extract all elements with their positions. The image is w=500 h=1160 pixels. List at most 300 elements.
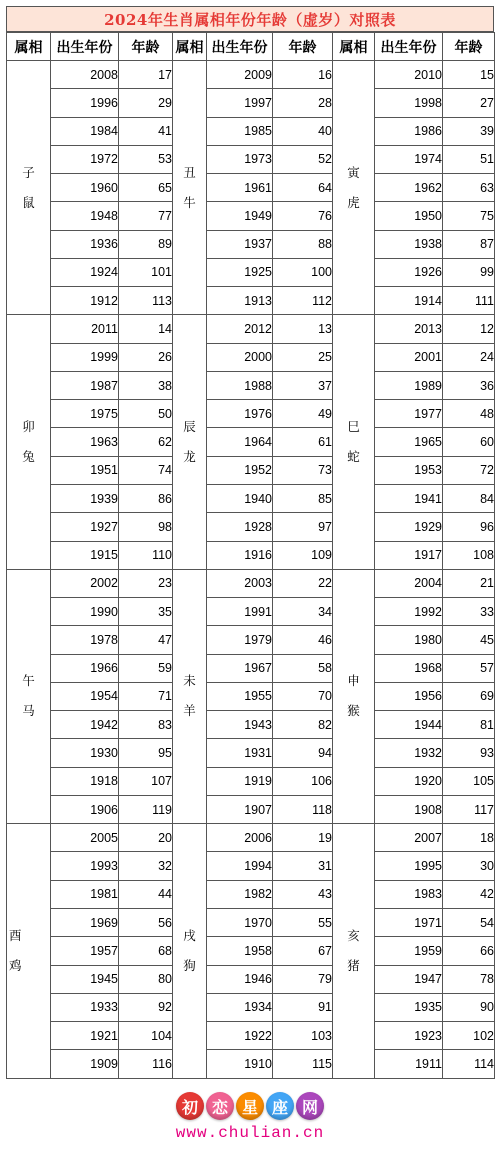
- birth-year-cell: 1921: [51, 1022, 119, 1050]
- age-cell: 35: [119, 598, 173, 626]
- birth-year-cell: 2008: [51, 61, 119, 89]
- age-cell: 116: [119, 1050, 173, 1078]
- age-cell: 24: [443, 343, 495, 371]
- age-cell: 83: [119, 711, 173, 739]
- birth-year-cell: 1988: [207, 371, 273, 399]
- table-row: [7, 569, 495, 597]
- age-cell: 41: [119, 117, 173, 145]
- age-cell: 57: [443, 654, 495, 682]
- birth-year-cell: 1966: [51, 654, 119, 682]
- age-cell: 51: [443, 145, 495, 173]
- age-cell: 79: [273, 965, 333, 993]
- birth-year-cell: 1971: [375, 908, 443, 936]
- header-zodiac: 属相: [333, 33, 375, 61]
- age-cell: 47: [119, 626, 173, 654]
- age-cell: 75: [443, 202, 495, 230]
- zodiac-char: 兔: [22, 450, 35, 465]
- birth-year-cell: 1965: [375, 428, 443, 456]
- birth-year-cell: 2001: [375, 343, 443, 371]
- age-cell: 42: [443, 880, 495, 908]
- zodiac-char: 酉: [9, 928, 22, 943]
- age-cell: 27: [443, 89, 495, 117]
- age-cell: 53: [119, 145, 173, 173]
- age-cell: 36: [443, 371, 495, 399]
- age-cell: 103: [273, 1022, 333, 1050]
- age-cell: 107: [119, 767, 173, 795]
- zodiac-char: 午: [22, 674, 35, 689]
- age-cell: 113: [119, 287, 173, 315]
- age-cell: 80: [119, 965, 173, 993]
- zodiac-char: 虎: [347, 195, 360, 210]
- table-row: [7, 343, 495, 371]
- age-cell: 68: [119, 937, 173, 965]
- table-body: [7, 61, 495, 1079]
- birth-year-cell: 1986: [375, 117, 443, 145]
- age-cell: 82: [273, 711, 333, 739]
- age-cell: 49: [273, 400, 333, 428]
- age-cell: 23: [119, 569, 173, 597]
- birth-year-cell: 1917: [375, 541, 443, 569]
- age-cell: 115: [273, 1050, 333, 1078]
- header-zodiac: 属相: [173, 33, 207, 61]
- zodiac-cell: [333, 315, 375, 569]
- table-row: [7, 174, 495, 202]
- birth-year-cell: 1922: [207, 1022, 273, 1050]
- birth-year-cell: 1977: [375, 400, 443, 428]
- table-title: 2024年生肖属相年份年龄（虚岁）对照表: [104, 10, 396, 29]
- zodiac-cell: [333, 824, 375, 1078]
- age-cell: 12: [443, 315, 495, 343]
- birth-year-cell: 1963: [51, 428, 119, 456]
- zodiac-char: 戌: [183, 928, 196, 943]
- table-row: [7, 89, 495, 117]
- table-row: [7, 230, 495, 258]
- birth-year-cell: 1961: [207, 174, 273, 202]
- age-cell: 81: [443, 711, 495, 739]
- age-cell: 108: [443, 541, 495, 569]
- age-cell: 14: [119, 315, 173, 343]
- zodiac-char: 猴: [347, 704, 360, 719]
- birth-year-cell: 2000: [207, 343, 273, 371]
- birth-year-cell: 1915: [51, 541, 119, 569]
- age-cell: 92: [119, 993, 173, 1021]
- birth-year-cell: 1955: [207, 682, 273, 710]
- age-cell: 95: [119, 739, 173, 767]
- birth-year-cell: 1974: [375, 145, 443, 173]
- birth-year-cell: 1959: [375, 937, 443, 965]
- zodiac-char: 马: [22, 704, 35, 719]
- age-cell: 85: [273, 484, 333, 512]
- age-cell: 77: [119, 202, 173, 230]
- birth-year-cell: 1941: [375, 484, 443, 512]
- age-cell: 74: [119, 456, 173, 484]
- age-cell: 93: [443, 739, 495, 767]
- zodiac-cell: [173, 569, 207, 823]
- table-row: [7, 654, 495, 682]
- zodiac-char: 牛: [183, 195, 196, 210]
- age-cell: 17: [119, 61, 173, 89]
- birth-year-cell: 1937: [207, 230, 273, 258]
- birth-year-cell: 1931: [207, 739, 273, 767]
- birth-year-cell: 2005: [51, 824, 119, 852]
- table-row: [7, 937, 495, 965]
- age-cell: 104: [119, 1022, 173, 1050]
- birth-year-cell: 1958: [207, 937, 273, 965]
- zodiac-char: 卯: [22, 420, 35, 435]
- header-age: 年龄: [443, 33, 495, 61]
- table-row: [7, 598, 495, 626]
- birth-year-cell: 1951: [51, 456, 119, 484]
- age-cell: 98: [119, 513, 173, 541]
- age-cell: 66: [443, 937, 495, 965]
- table-row: [7, 908, 495, 936]
- birth-year-cell: 1927: [51, 513, 119, 541]
- zodiac-char: 子: [22, 165, 35, 180]
- zodiac-char: 鼠: [22, 195, 35, 210]
- zodiac-cell: [333, 569, 375, 823]
- age-cell: 43: [273, 880, 333, 908]
- birth-year-cell: 2012: [207, 315, 273, 343]
- age-cell: 71: [119, 682, 173, 710]
- birth-year-cell: 1984: [51, 117, 119, 145]
- age-cell: 76: [273, 202, 333, 230]
- age-cell: 31: [273, 852, 333, 880]
- table-row: [7, 1022, 495, 1050]
- birth-year-cell: 1978: [51, 626, 119, 654]
- age-cell: 97: [273, 513, 333, 541]
- age-cell: 15: [443, 61, 495, 89]
- table-row: [7, 739, 495, 767]
- birth-year-cell: 1990: [51, 598, 119, 626]
- table-row: [7, 993, 495, 1021]
- age-cell: 19: [273, 824, 333, 852]
- age-cell: 62: [119, 428, 173, 456]
- table-row: [7, 400, 495, 428]
- age-cell: 102: [443, 1022, 495, 1050]
- birth-year-cell: 1919: [207, 767, 273, 795]
- birth-year-cell: 1949: [207, 202, 273, 230]
- table-row: [7, 371, 495, 399]
- birth-year-cell: 1957: [51, 937, 119, 965]
- birth-year-cell: 1987: [51, 371, 119, 399]
- birth-year-cell: 1945: [51, 965, 119, 993]
- zodiac-char: 丑: [183, 165, 196, 180]
- birth-year-cell: 1933: [51, 993, 119, 1021]
- age-cell: 22: [273, 569, 333, 597]
- age-cell: 96: [443, 513, 495, 541]
- zodiac-char: 羊: [183, 704, 196, 719]
- age-cell: 37: [273, 371, 333, 399]
- age-cell: 40: [273, 117, 333, 145]
- birth-year-cell: 1976: [207, 400, 273, 428]
- birth-year-cell: 1946: [207, 965, 273, 993]
- zodiac-char: 龙: [183, 450, 196, 465]
- birth-year-cell: 2013: [375, 315, 443, 343]
- zodiac-cell: [333, 61, 375, 315]
- header-zodiac: 属相: [7, 33, 51, 61]
- zodiac-char: 狗: [183, 958, 196, 973]
- site-logo: [0, 1092, 500, 1122]
- age-cell: 112: [273, 287, 333, 315]
- age-cell: 48: [443, 400, 495, 428]
- birth-year-cell: 1982: [207, 880, 273, 908]
- birth-year-cell: 1953: [375, 456, 443, 484]
- age-cell: 58: [273, 654, 333, 682]
- age-cell: 94: [273, 739, 333, 767]
- age-cell: 111: [443, 287, 495, 315]
- age-cell: 90: [443, 993, 495, 1021]
- birth-year-cell: 1980: [375, 626, 443, 654]
- zodiac-char: 鸡: [9, 958, 22, 973]
- birth-year-cell: 1964: [207, 428, 273, 456]
- zodiac-char: 未: [183, 674, 196, 689]
- birth-year-cell: 1981: [51, 880, 119, 908]
- birth-year-cell: 1944: [375, 711, 443, 739]
- birth-year-cell: 1916: [207, 541, 273, 569]
- birth-year-cell: 2011: [51, 315, 119, 343]
- header-row: [7, 33, 495, 61]
- age-cell: 60: [443, 428, 495, 456]
- birth-year-cell: 1908: [375, 795, 443, 823]
- age-cell: 100: [273, 258, 333, 286]
- birth-year-cell: 1999: [51, 343, 119, 371]
- age-cell: 59: [119, 654, 173, 682]
- age-cell: 88: [273, 230, 333, 258]
- logo-char-badge: 座: [266, 1092, 294, 1120]
- age-cell: 50: [119, 400, 173, 428]
- birth-year-cell: 1938: [375, 230, 443, 258]
- zodiac-char: 巳: [347, 420, 360, 435]
- logo-char-badge: 星: [236, 1092, 264, 1120]
- birth-year-cell: 1926: [375, 258, 443, 286]
- table-row: [7, 767, 495, 795]
- birth-year-cell: 1960: [51, 174, 119, 202]
- zodiac-char: 申: [347, 674, 360, 689]
- birth-year-cell: 1940: [207, 484, 273, 512]
- birth-year-cell: 1906: [51, 795, 119, 823]
- header-age: 年龄: [119, 33, 173, 61]
- age-cell: 25: [273, 343, 333, 371]
- table-row: [7, 456, 495, 484]
- age-cell: 73: [273, 456, 333, 484]
- header-birth-year: 出生年份: [375, 33, 443, 61]
- birth-year-cell: 1932: [375, 739, 443, 767]
- birth-year-cell: 1918: [51, 767, 119, 795]
- age-cell: 39: [443, 117, 495, 145]
- birth-year-cell: 1911: [375, 1050, 443, 1078]
- birth-year-cell: 1936: [51, 230, 119, 258]
- age-cell: 118: [273, 795, 333, 823]
- birth-year-cell: 1994: [207, 852, 273, 880]
- table-row: [7, 824, 495, 852]
- zodiac-cell: [7, 61, 51, 315]
- birth-year-cell: 1939: [51, 484, 119, 512]
- birth-year-cell: 1996: [51, 89, 119, 117]
- age-cell: 84: [443, 484, 495, 512]
- birth-year-cell: 1954: [51, 682, 119, 710]
- age-cell: 63: [443, 174, 495, 202]
- age-cell: 18: [443, 824, 495, 852]
- age-cell: 38: [119, 371, 173, 399]
- birth-year-cell: 1992: [375, 598, 443, 626]
- title-band: [6, 6, 494, 32]
- table-row: [7, 541, 495, 569]
- birth-year-cell: 1947: [375, 965, 443, 993]
- birth-year-cell: 1935: [375, 993, 443, 1021]
- age-cell: 106: [273, 767, 333, 795]
- birth-year-cell: 1910: [207, 1050, 273, 1078]
- birth-year-cell: 1973: [207, 145, 273, 173]
- table-row: [7, 287, 495, 315]
- table-row: [7, 258, 495, 286]
- table-row: [7, 852, 495, 880]
- birth-year-cell: 1914: [375, 287, 443, 315]
- age-cell: 110: [119, 541, 173, 569]
- birth-year-cell: 2007: [375, 824, 443, 852]
- site-url: www.chulian.cn: [175, 1124, 325, 1142]
- age-cell: 64: [273, 174, 333, 202]
- age-cell: 30: [443, 852, 495, 880]
- age-cell: 61: [273, 428, 333, 456]
- birth-year-cell: 1998: [375, 89, 443, 117]
- zodiac-cell: [7, 824, 51, 1078]
- age-cell: 99: [443, 258, 495, 286]
- birth-year-cell: 1924: [51, 258, 119, 286]
- birth-year-cell: 1967: [207, 654, 273, 682]
- age-cell: 28: [273, 89, 333, 117]
- age-cell: 65: [119, 174, 173, 202]
- birth-year-cell: 1928: [207, 513, 273, 541]
- birth-year-cell: 1997: [207, 89, 273, 117]
- table-row: [7, 795, 495, 823]
- table-row: [7, 965, 495, 993]
- birth-year-cell: 1983: [375, 880, 443, 908]
- birth-year-cell: 1956: [375, 682, 443, 710]
- birth-year-cell: 1934: [207, 993, 273, 1021]
- table-row: [7, 1050, 495, 1078]
- zodiac-char: 亥: [347, 928, 360, 943]
- age-cell: 91: [273, 993, 333, 1021]
- birth-year-cell: 1979: [207, 626, 273, 654]
- birth-year-cell: 2002: [51, 569, 119, 597]
- age-cell: 29: [119, 89, 173, 117]
- table-row: [7, 61, 495, 89]
- table-row: [7, 626, 495, 654]
- zodiac-cell: [7, 569, 51, 823]
- zodiac-char: 寅: [347, 165, 360, 180]
- table-row: [7, 484, 495, 512]
- table-row: [7, 428, 495, 456]
- age-cell: 69: [443, 682, 495, 710]
- age-cell: 109: [273, 541, 333, 569]
- logo-char-badge: 初: [176, 1092, 204, 1120]
- birth-year-cell: 1950: [375, 202, 443, 230]
- birth-year-cell: 1968: [375, 654, 443, 682]
- header-birth-year: 出生年份: [207, 33, 273, 61]
- birth-year-cell: 1985: [207, 117, 273, 145]
- birth-year-cell: 1995: [375, 852, 443, 880]
- age-cell: 70: [273, 682, 333, 710]
- age-cell: 54: [443, 908, 495, 936]
- table-row: [7, 315, 495, 343]
- age-cell: 87: [443, 230, 495, 258]
- age-cell: 52: [273, 145, 333, 173]
- table-row: [7, 202, 495, 230]
- table-row: [7, 513, 495, 541]
- birth-year-cell: 2003: [207, 569, 273, 597]
- table-row: [7, 145, 495, 173]
- birth-year-cell: 1913: [207, 287, 273, 315]
- age-cell: 67: [273, 937, 333, 965]
- zodiac-cell: [7, 315, 51, 569]
- birth-year-cell: 1930: [51, 739, 119, 767]
- age-cell: 72: [443, 456, 495, 484]
- age-cell: 117: [443, 795, 495, 823]
- birth-year-cell: 1942: [51, 711, 119, 739]
- age-cell: 46: [273, 626, 333, 654]
- birth-year-cell: 1993: [51, 852, 119, 880]
- age-cell: 13: [273, 315, 333, 343]
- birth-year-cell: 1920: [375, 767, 443, 795]
- birth-year-cell: 1970: [207, 908, 273, 936]
- table-row: [7, 880, 495, 908]
- birth-year-cell: 1925: [207, 258, 273, 286]
- birth-year-cell: 1991: [207, 598, 273, 626]
- zodiac-cell: [173, 61, 207, 315]
- age-cell: 55: [273, 908, 333, 936]
- birth-year-cell: 1943: [207, 711, 273, 739]
- age-cell: 34: [273, 598, 333, 626]
- birth-year-cell: 1975: [51, 400, 119, 428]
- birth-year-cell: 1907: [207, 795, 273, 823]
- age-cell: 20: [119, 824, 173, 852]
- age-cell: 32: [119, 852, 173, 880]
- table-row: [7, 682, 495, 710]
- birth-year-cell: 2004: [375, 569, 443, 597]
- age-cell: 78: [443, 965, 495, 993]
- zodiac-cell: [173, 315, 207, 569]
- birth-year-cell: 1912: [51, 287, 119, 315]
- birth-year-cell: 2009: [207, 61, 273, 89]
- zodiac-cell: [173, 824, 207, 1078]
- zodiac-age-table: [6, 32, 495, 1079]
- age-cell: 16: [273, 61, 333, 89]
- birth-year-cell: 1909: [51, 1050, 119, 1078]
- birth-year-cell: 1962: [375, 174, 443, 202]
- age-cell: 86: [119, 484, 173, 512]
- table-row: [7, 711, 495, 739]
- age-cell: 105: [443, 767, 495, 795]
- age-cell: 44: [119, 880, 173, 908]
- age-cell: 21: [443, 569, 495, 597]
- table-row: [7, 117, 495, 145]
- zodiac-char: 蛇: [347, 450, 360, 465]
- age-cell: 101: [119, 258, 173, 286]
- birth-year-cell: 1952: [207, 456, 273, 484]
- header-birth-year: 出生年份: [51, 33, 119, 61]
- logo-char-badge: 恋: [206, 1092, 234, 1120]
- birth-year-cell: 1972: [51, 145, 119, 173]
- birth-year-cell: 1929: [375, 513, 443, 541]
- birth-year-cell: 1923: [375, 1022, 443, 1050]
- birth-year-cell: 2006: [207, 824, 273, 852]
- birth-year-cell: 1948: [51, 202, 119, 230]
- zodiac-char: 辰: [183, 420, 196, 435]
- zodiac-char: 猪: [347, 958, 360, 973]
- age-cell: 56: [119, 908, 173, 936]
- header-age: 年龄: [273, 33, 333, 61]
- age-cell: 33: [443, 598, 495, 626]
